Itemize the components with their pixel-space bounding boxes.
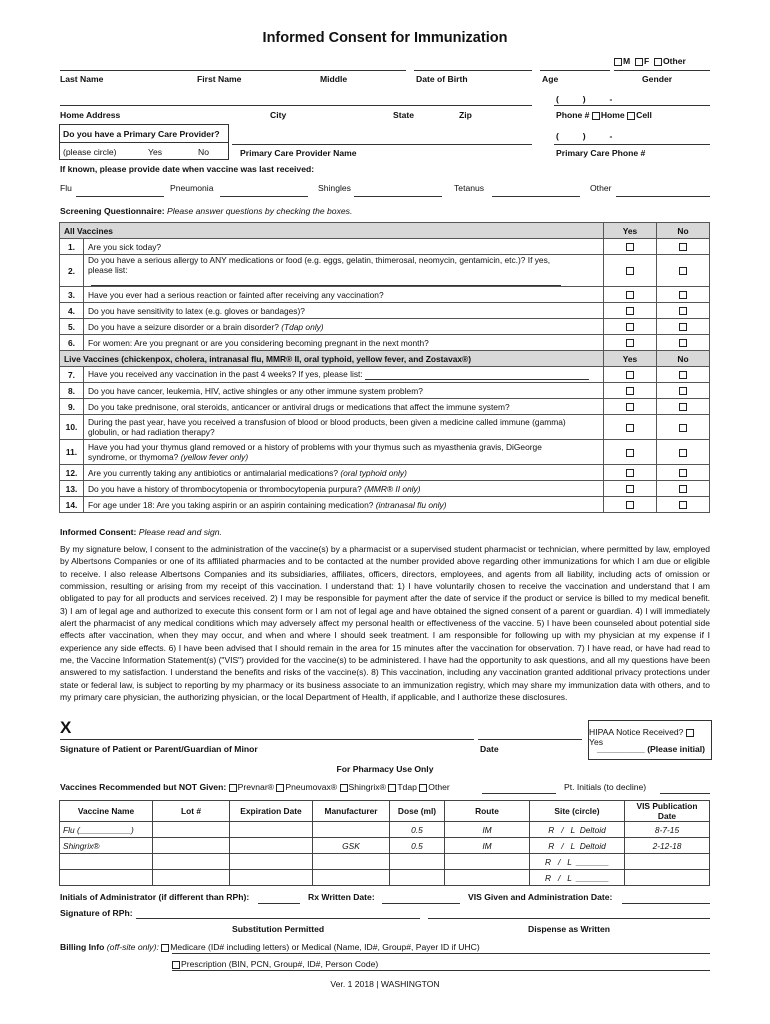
no-checkbox[interactable] xyxy=(679,424,687,432)
pcp-circle-note: (please circle) xyxy=(63,147,117,157)
version-footer: Ver. 1 2018 | WASHINGTON xyxy=(330,979,440,989)
question-row xyxy=(60,481,710,497)
other-vaccine-line[interactable] xyxy=(482,793,556,794)
lot-cell[interactable] xyxy=(153,870,230,886)
no-checkbox[interactable] xyxy=(679,291,687,299)
question-note: (intranasal flu only) xyxy=(375,499,447,510)
question-row xyxy=(60,239,710,255)
yes-checkbox[interactable] xyxy=(626,339,634,347)
question-row xyxy=(60,497,710,513)
manufacturer-cell[interactable] xyxy=(313,854,390,870)
no-header: No xyxy=(657,223,710,239)
question-main: Do you have a seizure disorder or a brain disorder? xyxy=(88,321,279,332)
decline-label: Pt. Initials (to decline) xyxy=(564,782,647,792)
vaccine-name-cell[interactable] xyxy=(60,854,153,870)
phone-home-label: Home xyxy=(600,110,625,120)
yes-checkbox[interactable] xyxy=(626,243,634,251)
all-vaccines-label: All Vaccines xyxy=(60,223,604,239)
yes-header: Yes xyxy=(604,351,657,367)
vaccine-row xyxy=(60,870,710,886)
last-pneumonia-line[interactable] xyxy=(220,196,308,197)
signature-date-label: Date xyxy=(480,744,499,754)
pcp-phone-label: Primary Care Phone # xyxy=(556,148,646,158)
gender-options xyxy=(614,56,686,66)
phone-cell-label: Cell xyxy=(636,110,652,120)
no-checkbox[interactable] xyxy=(679,485,687,493)
route-cell[interactable]: IM xyxy=(445,822,530,838)
vis-date-cell[interactable]: 8-7-15 xyxy=(625,822,710,838)
manufacturer-cell[interactable] xyxy=(313,870,390,886)
route-cell[interactable] xyxy=(445,854,530,870)
name-line[interactable] xyxy=(60,70,406,71)
no-checkbox[interactable] xyxy=(679,243,687,251)
other-label: Other xyxy=(428,782,450,792)
vaccine-table-header xyxy=(60,801,710,822)
age-line[interactable] xyxy=(540,70,610,71)
gender-other-checkbox[interactable] xyxy=(654,58,662,66)
question-number: 3. xyxy=(60,287,84,303)
other-checkbox[interactable] xyxy=(419,784,427,792)
dispense-label: Dispense as Written xyxy=(528,924,610,934)
question-text: Do you take prednisone, oral steroids, anticancer or antiviral drugs or medications that affect the immune system? xyxy=(84,399,604,415)
vis-date-cell[interactable] xyxy=(625,870,710,886)
shingrix-checkbox[interactable] xyxy=(340,784,348,792)
col-route: Route xyxy=(445,801,530,822)
no-checkbox[interactable] xyxy=(679,307,687,315)
yes-checkbox[interactable] xyxy=(626,485,634,493)
question-row xyxy=(60,383,710,399)
admin-initials-line[interactable] xyxy=(258,903,300,904)
vis-date-cell[interactable]: 2-12-18 xyxy=(625,838,710,854)
question-number: 1. xyxy=(60,239,84,255)
hipaa-yes-label: Yes xyxy=(589,737,604,747)
question-row xyxy=(60,440,710,465)
question-text: Do you have cancer, leukemia, HIV, active shingles or any other immune system problem? xyxy=(84,383,604,399)
site-cell[interactable]: R / L _______ xyxy=(530,854,625,870)
vaccination-list-line[interactable] xyxy=(365,369,589,380)
question-text-line2: syndrome, or thymoma? xyxy=(88,452,179,462)
shingrix-label: Shingrix® xyxy=(348,782,386,792)
last-other-label: Other xyxy=(590,183,612,193)
screening-instruction: Please answer questions by checking the boxes. xyxy=(166,206,353,216)
yes-checkbox[interactable] xyxy=(626,371,634,379)
pcp-name-line[interactable] xyxy=(232,144,532,145)
gender-m-label: M xyxy=(623,56,631,66)
dose-cell[interactable]: 0.5 xyxy=(390,838,445,854)
question-text xyxy=(84,481,604,497)
vaccine-row xyxy=(60,838,710,854)
col-site: Site (circle) xyxy=(530,801,625,822)
last-tetanus-label: Tetanus xyxy=(454,183,485,193)
yes-checkbox[interactable] xyxy=(626,307,634,315)
question-row xyxy=(60,399,710,415)
phone-type xyxy=(556,110,652,120)
manufacturer-cell[interactable] xyxy=(313,822,390,838)
question-text-line1: During the past year, have you received a transfusion of blood or blood products, been given a medicine called immune (gamma) xyxy=(88,417,566,427)
question-note: (yellow fever only) xyxy=(180,452,249,462)
billing-label: Billing Info xyxy=(60,942,105,952)
medicare-line[interactable] xyxy=(172,953,710,954)
question-note: (oral typhoid only) xyxy=(340,467,407,478)
question-note: (MMR® II only) xyxy=(364,483,421,494)
question-text: For women: Are you pregnant or are you considering becoming pregnant in the next month? xyxy=(84,335,604,351)
yes-checkbox[interactable] xyxy=(626,323,634,331)
last-flu-line[interactable] xyxy=(76,196,164,197)
recommended-label: Vaccines Recommended but NOT Given: xyxy=(60,782,227,792)
recommended-row xyxy=(60,782,450,792)
question-row xyxy=(60,287,710,303)
no-checkbox[interactable] xyxy=(679,387,687,395)
hipaa-label: HIPAA Notice Received? xyxy=(589,727,684,737)
prevnar-checkbox[interactable] xyxy=(229,784,237,792)
col-lot: Lot # xyxy=(153,801,230,822)
vis-date-cell[interactable] xyxy=(625,854,710,870)
pcp-question: Do you have a Primary Care Provider? xyxy=(63,129,220,139)
prescription-line[interactable] xyxy=(172,970,710,971)
signature-rph-label: Signature of RPh: xyxy=(60,908,133,918)
screening-heading xyxy=(60,206,352,216)
question-text xyxy=(84,255,604,287)
no-checkbox[interactable] xyxy=(679,339,687,347)
middle-label: Middle xyxy=(320,74,348,84)
question-row xyxy=(60,335,710,351)
phone-home-checkbox[interactable] xyxy=(592,112,600,120)
hipaa-yes-checkbox[interactable] xyxy=(686,729,694,737)
question-number: 4. xyxy=(60,303,84,319)
question-row xyxy=(60,415,710,440)
decline-initials-line[interactable] xyxy=(660,793,710,794)
lot-cell[interactable] xyxy=(153,822,230,838)
question-text xyxy=(84,319,604,335)
col-expiration: Expiration Date xyxy=(230,801,313,822)
phone-label: Phone # xyxy=(556,110,590,120)
question-text: Do you have sensitivity to latex (e.g. gloves or bandages)? xyxy=(84,303,604,319)
question-text xyxy=(84,367,604,383)
question-text: Have you ever had a serious reaction or fainted after receiving any vaccination? xyxy=(84,287,604,303)
hipaa-box xyxy=(588,720,712,760)
live-vaccines-header xyxy=(60,351,710,367)
col-vis-date: VIS Publication Date xyxy=(625,801,710,822)
question-main: Do you have a history of thrombocytopenia or thrombocytopenia purpura? xyxy=(88,483,362,494)
medicare-label: Medicare (ID# including letters) or Medical (Name, ID#, Group#, Payer ID if UHC) xyxy=(170,942,480,952)
site-cell[interactable]: R / L Deltoid xyxy=(530,838,625,854)
admin-initials-label: Initials of Administrator (if different than RPh): xyxy=(60,892,250,902)
no-checkbox[interactable] xyxy=(679,371,687,379)
route-cell[interactable] xyxy=(445,870,530,886)
yes-checkbox[interactable] xyxy=(626,449,634,457)
yes-checkbox[interactable] xyxy=(626,267,634,275)
question-note: (Tdap only) xyxy=(281,321,324,332)
expiration-cell[interactable] xyxy=(230,838,313,854)
dose-cell[interactable]: 0.5 xyxy=(390,822,445,838)
state-label: State xyxy=(393,110,415,120)
dose-cell[interactable] xyxy=(390,870,445,886)
question-text-line1: Have you had your thymus gland removed or a history of problems with your thymus such as myasthenia gravis, DiGeorge xyxy=(88,442,542,452)
rph-signature-line-1[interactable] xyxy=(136,918,420,919)
signature-date-line[interactable] xyxy=(478,739,582,740)
billing-note: (off-site only): xyxy=(106,942,159,952)
last-vaccine-prompt: If known, please provide date when vaccine was last received: xyxy=(60,164,315,174)
question-row xyxy=(60,255,710,287)
patient-signature-line[interactable] xyxy=(60,739,474,740)
screening-table xyxy=(59,222,710,513)
rx-written-line[interactable] xyxy=(382,903,460,904)
question-number: 5. xyxy=(60,319,84,335)
live-vaccines-label: Live Vaccines (chickenpox, cholera, intranasal flu, MMR® II, oral typhoid, yellow fever, and Zostavax®) xyxy=(60,351,604,367)
consent-title: Informed Consent: xyxy=(60,527,137,537)
question-text xyxy=(84,415,604,440)
question-row xyxy=(60,465,710,481)
gender-other-label: Other xyxy=(662,56,686,66)
no-checkbox[interactable] xyxy=(679,449,687,457)
question-text-line1: Do you have a serious allergy to ANY medications or food (e.g. eggs, gelatin, thimerosal, neomycin, gentamicin, etc.)? If yes, xyxy=(88,255,551,265)
vaccine-row xyxy=(60,822,710,838)
expiration-cell[interactable] xyxy=(230,854,313,870)
question-number: 13. xyxy=(60,481,84,497)
pharmacy-title: For Pharmacy Use Only xyxy=(336,764,434,774)
col-dose: Dose (ml) xyxy=(390,801,445,822)
question-text-line2: please list: xyxy=(88,265,128,275)
prescription-row xyxy=(172,959,378,969)
vis-given-line[interactable] xyxy=(622,903,710,904)
question-number: 2. xyxy=(60,255,84,287)
last-shingles-label: Shingles xyxy=(318,183,351,193)
last-name-label: Last Name xyxy=(60,74,104,84)
gender-label: Gender xyxy=(642,74,673,84)
zip-label: Zip xyxy=(459,110,472,120)
tdap-checkbox[interactable] xyxy=(388,784,396,792)
manufacturer-cell[interactable]: GSK xyxy=(313,838,390,854)
vaccine-name-cell[interactable] xyxy=(60,870,153,886)
first-name-label: First Name xyxy=(197,74,242,84)
question-number: 12. xyxy=(60,465,84,481)
signature-label: Signature of Patient or Parent/Guardian of Minor xyxy=(60,744,258,754)
no-checkbox[interactable] xyxy=(679,469,687,477)
expiration-cell[interactable] xyxy=(230,822,313,838)
prescription-checkbox[interactable] xyxy=(172,961,180,969)
yes-checkbox[interactable] xyxy=(626,501,634,509)
question-number: 11. xyxy=(60,440,84,465)
pcp-name-label: Primary Care Provider Name xyxy=(240,148,357,158)
no-header: No xyxy=(657,351,710,367)
yes-checkbox[interactable] xyxy=(626,387,634,395)
phone-template: ( ) - xyxy=(556,94,613,104)
pcp-yes[interactable]: Yes xyxy=(148,147,163,157)
rph-signature-line-2[interactable] xyxy=(428,918,710,919)
gender-f-label: F xyxy=(643,56,650,66)
consent-body: By my signature below, I consent to the administration of the vaccine(s) by a pharmacist or a supervised student pharmacist or technician, where permitted by law, employed by Albertsons Companies or one of its affiliated pharmacies and to be contacted at the number provided above regarding other immunizations for which I am due or eligible to receive. I also release Albertsons Companies and its subsidiaries, affiliates, officers, directors, employees, and agents from all liability, including acts of omission or commission, resulting or arising from my receipt of this vaccination. I understand that: 1) I have voluntarily chosen to receive the vaccination and understand that I am obligated to pay for all products and services received. 2) I may be responsible for payment after the date of service if the product or service is billed to my medical benefit. 3) I am of legal age and authorized to execute this consent form or I am not of legal age and have obtained the signed consent of a parent or guardian. 4) I will immediately alert the pharmacist of any medical conditions which may adversely affect my personal health or effectiveness of the vaccine. 5) I have been counseled about potential side effects after vaccination, when they may occur, and when and where I should seek treatment. I am responsible for following up with my physician at my expense if I experience any side effects. 6) I have been advised that I should remain in the area for 15 minutes after the vaccination for observation. 7) I have read, or have had read to me, the Vaccine Information Statement(s) ("VIS") provided for the vaccine(s) to be administered. I have had the opportunity to ask questions, and all my questions have been answered to my satisfaction. I understand the benefits and risks of the vaccine(s). 8) This vaccination, including any vaccination granted additional privacy protections under state or federal law, is subject to reporting by my pharmacy or its business associate to an immunization registry, which may share my immunization data with others, and to my primary care physician, the authorizing physician, or the local Department of Health, if applicable, and I authorize these disclosures. xyxy=(60,544,710,703)
all-vaccines-header xyxy=(60,223,710,239)
screening-title: Screening Questionnaire: xyxy=(60,206,165,216)
site-cell[interactable]: R / L _______ xyxy=(530,870,625,886)
question-text-line2: globulin, or had radiation therapy? xyxy=(88,427,215,437)
pcp-no[interactable]: No xyxy=(198,147,209,157)
question-number: 10. xyxy=(60,415,84,440)
question-text xyxy=(84,497,604,513)
address-line[interactable] xyxy=(60,105,532,106)
question-number: 7. xyxy=(60,367,84,383)
consent-instruction: Please read and sign. xyxy=(138,527,222,537)
route-cell[interactable]: IM xyxy=(445,838,530,854)
no-checkbox[interactable] xyxy=(679,323,687,331)
last-other-line[interactable] xyxy=(616,196,710,197)
city-label: City xyxy=(270,110,287,120)
gender-m-checkbox[interactable] xyxy=(614,58,622,66)
yes-checkbox[interactable] xyxy=(626,403,634,411)
phone-line[interactable] xyxy=(554,105,710,106)
prevnar-label: Prevnar® xyxy=(237,782,275,792)
yes-checkbox[interactable] xyxy=(626,424,634,432)
hipaa-initial[interactable]: __________ (Please initial) xyxy=(597,744,705,754)
vaccine-table xyxy=(59,800,710,886)
phone-cell-checkbox[interactable] xyxy=(627,112,635,120)
last-shingles-line[interactable] xyxy=(354,196,442,197)
question-main: Have you received any vaccination in the past 4 weeks? If yes, please list: xyxy=(88,369,363,379)
question-number: 14. xyxy=(60,497,84,513)
question-number: 6. xyxy=(60,335,84,351)
home-address-label: Home Address xyxy=(60,110,121,120)
rx-written-label: Rx Written Date: xyxy=(308,892,375,902)
lot-cell[interactable] xyxy=(153,854,230,870)
tdap-label: Tdap xyxy=(397,782,417,792)
yes-header: Yes xyxy=(604,223,657,239)
yes-checkbox[interactable] xyxy=(626,469,634,477)
dose-cell[interactable] xyxy=(390,854,445,870)
dob-label: Date of Birth xyxy=(416,74,468,84)
col-vaccine-name: Vaccine Name xyxy=(60,801,153,822)
question-main: For age under 18: Are you taking aspirin or an aspirin containing medication? xyxy=(88,499,374,510)
lot-cell[interactable] xyxy=(153,838,230,854)
question-row xyxy=(60,319,710,335)
question-text: Are you sick today? xyxy=(84,239,604,255)
site-cell[interactable]: R / L Deltoid xyxy=(530,822,625,838)
col-manufacturer: Manufacturer xyxy=(313,801,390,822)
question-text xyxy=(84,440,604,465)
question-row xyxy=(60,367,710,383)
allergy-list-line[interactable] xyxy=(91,275,561,286)
vis-given-label: VIS Given and Administration Date: xyxy=(468,892,613,902)
vaccine-name-cell[interactable]: Flu (___________) xyxy=(60,822,153,838)
expiration-cell[interactable] xyxy=(230,870,313,886)
question-number: 8. xyxy=(60,383,84,399)
question-number: 9. xyxy=(60,399,84,415)
prescription-label: Prescription (BIN, PCN, Group#, ID#, Person Code) xyxy=(181,959,379,969)
pcp-phone-template: ( ) - xyxy=(556,131,613,141)
vaccine-row xyxy=(60,854,710,870)
dob-line[interactable] xyxy=(414,70,532,71)
substitution-label: Substitution Permitted xyxy=(232,924,325,934)
last-tetanus-line[interactable] xyxy=(492,196,580,197)
age-label: Age xyxy=(542,74,559,84)
pcp-box xyxy=(59,124,229,160)
signature-x: X xyxy=(60,718,72,737)
yes-checkbox[interactable] xyxy=(626,291,634,299)
question-main: Are you currently taking any antibiotics or antimalarial medications? xyxy=(88,467,338,478)
billing-row xyxy=(60,942,480,952)
last-flu-label: Flu xyxy=(60,183,72,193)
no-checkbox[interactable] xyxy=(679,267,687,275)
question-row xyxy=(60,303,710,319)
vaccine-name-cell[interactable]: Shingrix® xyxy=(60,838,153,854)
medicare-checkbox[interactable] xyxy=(161,944,169,952)
no-checkbox[interactable] xyxy=(679,403,687,411)
pcp-phone-line[interactable] xyxy=(554,144,710,145)
gender-f-checkbox[interactable] xyxy=(635,58,643,66)
question-text xyxy=(84,465,604,481)
consent-heading xyxy=(60,527,222,537)
last-pneumonia-label: Pneumonia xyxy=(170,183,214,193)
pneumovax-label: Pneumovax® xyxy=(285,782,338,792)
no-checkbox[interactable] xyxy=(679,501,687,509)
page-title: Informed Consent for Immunization xyxy=(262,30,508,46)
pneumovax-checkbox[interactable] xyxy=(276,784,284,792)
